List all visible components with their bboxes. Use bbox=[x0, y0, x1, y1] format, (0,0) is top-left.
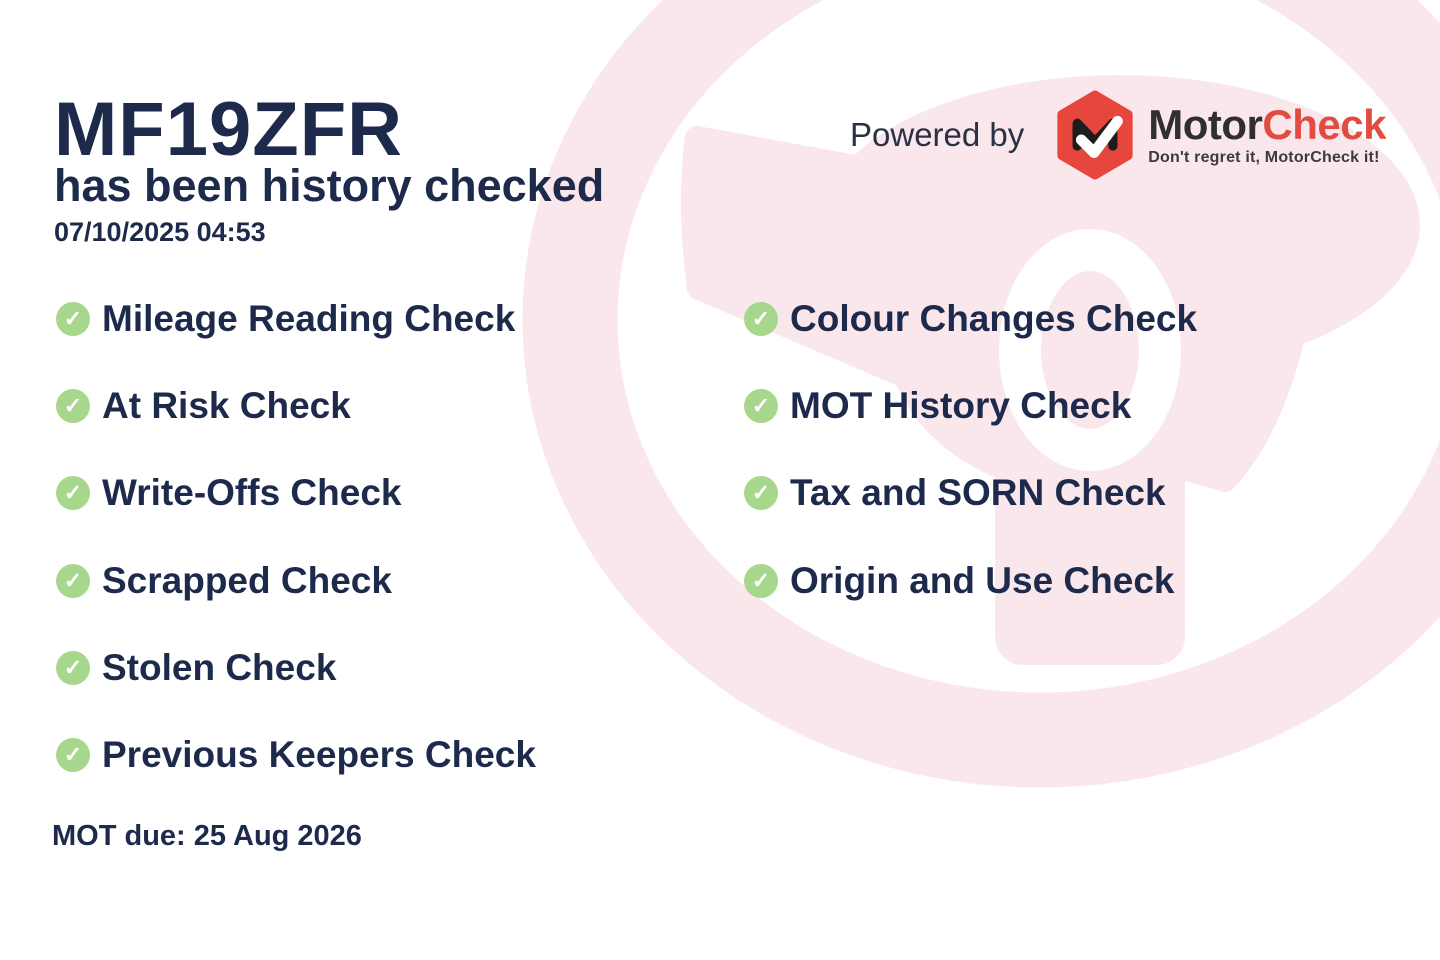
green-check-icon: ✓ bbox=[56, 476, 90, 510]
check-label: Tax and SORN Check bbox=[790, 472, 1166, 514]
wordmark-block bbox=[1148, 100, 1386, 167]
check-label: Colour Changes Check bbox=[790, 297, 1198, 339]
report-timestamp: 07/10/2025 04:53 bbox=[54, 217, 266, 247]
green-check-icon: ✓ bbox=[56, 738, 90, 772]
green-check-icon: ✓ bbox=[56, 389, 90, 423]
check-label: At Risk Check bbox=[102, 384, 351, 426]
check-row bbox=[744, 275, 1197, 362]
green-check-icon: ✓ bbox=[56, 564, 90, 598]
check-list-right bbox=[744, 275, 1197, 624]
check-row bbox=[56, 624, 536, 711]
powered-by-label: Powered by bbox=[850, 116, 1025, 153]
green-check-icon: ✓ bbox=[56, 302, 90, 336]
check-label: Write-Offs Check bbox=[102, 472, 402, 514]
report-subtitle: has been history checked bbox=[54, 160, 605, 211]
green-check-icon: ✓ bbox=[56, 651, 90, 685]
check-label: Previous Keepers Check bbox=[102, 734, 536, 776]
brand-name-accent: Check bbox=[1262, 100, 1386, 148]
check-label: Scrapped Check bbox=[102, 559, 392, 601]
check-label: MOT History Check bbox=[790, 384, 1132, 426]
check-row bbox=[744, 362, 1197, 449]
green-check-icon: ✓ bbox=[744, 564, 778, 598]
check-row bbox=[744, 450, 1197, 537]
hexagon-m-check-icon bbox=[1052, 88, 1138, 182]
green-check-icon: ✓ bbox=[744, 476, 778, 510]
green-check-icon: ✓ bbox=[744, 389, 778, 423]
brand-wordmark bbox=[1148, 100, 1386, 148]
check-row bbox=[56, 537, 536, 624]
green-check-icon: ✓ bbox=[744, 302, 778, 336]
mot-due-text: MOT due: 25 Aug 2026 bbox=[52, 820, 362, 852]
check-row bbox=[744, 537, 1197, 624]
check-row bbox=[56, 362, 536, 449]
check-row bbox=[56, 450, 536, 537]
check-row bbox=[56, 711, 536, 798]
brand-block bbox=[850, 85, 1386, 185]
check-row bbox=[56, 275, 536, 362]
brand-tagline: Don't regret it, MotorCheck it! bbox=[1148, 148, 1380, 166]
check-label: Mileage Reading Check bbox=[102, 297, 516, 339]
vehicle-registration: MF19ZFR bbox=[54, 87, 403, 172]
check-list-left bbox=[56, 275, 536, 799]
check-label: Origin and Use Check bbox=[790, 559, 1175, 601]
brand-name-primary: Motor bbox=[1148, 100, 1263, 148]
check-label: Stolen Check bbox=[102, 646, 337, 688]
